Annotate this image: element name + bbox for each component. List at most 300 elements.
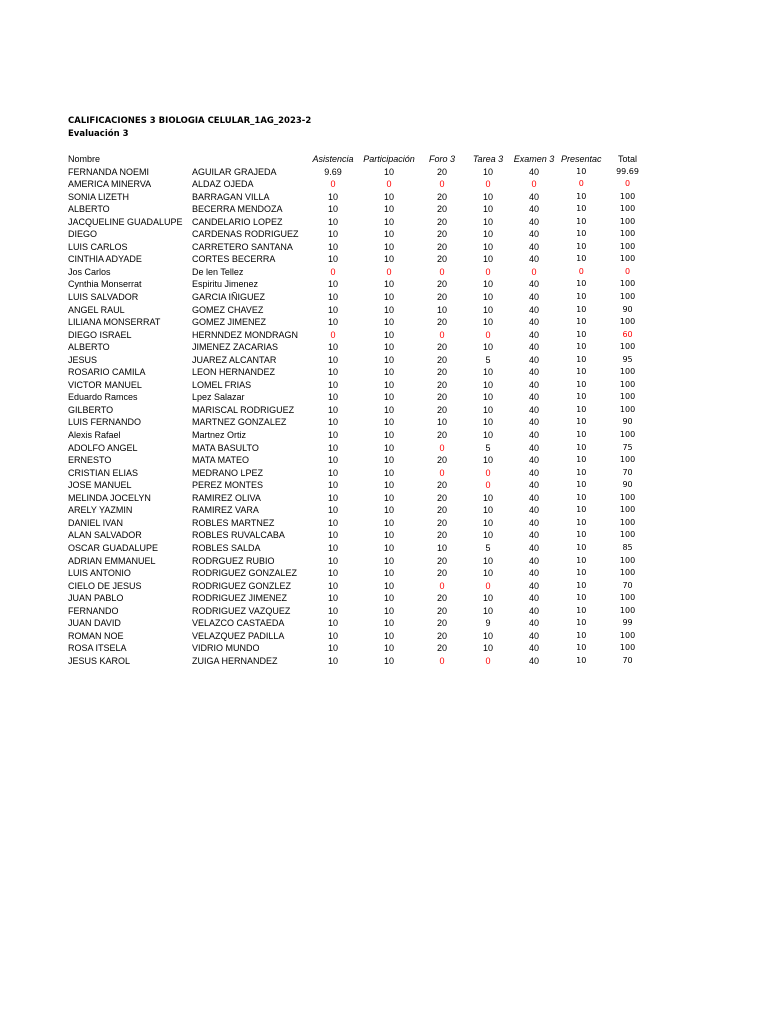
cell-tarea: 10 bbox=[482, 517, 493, 528]
cell-examen: 40 bbox=[528, 166, 539, 177]
cell-tarea: 9 bbox=[485, 618, 491, 629]
cell-last-name: MATA MATEO bbox=[192, 455, 250, 466]
cell-foro: 20 bbox=[436, 204, 447, 215]
cell-examen: 40 bbox=[528, 216, 539, 227]
cell-last-name: RAMIREZ OLIVA bbox=[192, 492, 261, 503]
cell-asistencia: 10 bbox=[327, 593, 338, 604]
cell-foro: 20 bbox=[436, 530, 447, 541]
cell-presentacion: 10 bbox=[576, 542, 587, 552]
cell-last-name: HERNNDEZ MONDRAGN bbox=[192, 329, 299, 340]
cell-examen: 40 bbox=[528, 191, 539, 202]
cell-asistencia: 10 bbox=[327, 630, 338, 641]
cell-tarea: 10 bbox=[482, 643, 493, 654]
cell-first-name: CRISTIAN ELIAS bbox=[68, 467, 139, 478]
cell-presentacion: 10 bbox=[576, 279, 587, 289]
table-row bbox=[66, 479, 652, 492]
cell-participacion: 10 bbox=[383, 241, 394, 252]
cell-tarea: 10 bbox=[482, 191, 493, 202]
cell-foro: 0 bbox=[439, 329, 445, 340]
cell-foro: 20 bbox=[436, 367, 447, 378]
table-row bbox=[66, 404, 652, 417]
cell-first-name: LUIS CARLOS bbox=[68, 241, 128, 252]
cell-examen: 40 bbox=[528, 404, 539, 415]
cell-presentacion: 10 bbox=[576, 580, 587, 590]
cell-participacion: 10 bbox=[383, 618, 394, 629]
cell-asistencia: 0 bbox=[330, 266, 336, 277]
cell-first-name: LUIS SALVADOR bbox=[68, 292, 139, 303]
cell-tarea: 10 bbox=[482, 455, 493, 466]
cell-examen: 40 bbox=[528, 317, 539, 328]
cell-participacion: 10 bbox=[383, 630, 394, 641]
cell-presentacion: 10 bbox=[576, 379, 587, 389]
cell-examen: 40 bbox=[528, 392, 539, 403]
table-row bbox=[66, 529, 652, 542]
cell-first-name: LUIS FERNANDO bbox=[68, 417, 142, 428]
cell-tarea: 10 bbox=[482, 593, 493, 604]
cell-participacion: 10 bbox=[383, 342, 394, 353]
cell-last-name: MEDRANO LPEZ bbox=[192, 467, 264, 478]
table-row bbox=[66, 580, 652, 593]
cell-last-name: BECERRA MENDOZA bbox=[192, 204, 283, 215]
cell-total: 90 bbox=[622, 417, 633, 427]
cell-foro: 10 bbox=[436, 304, 447, 315]
cell-tarea: 5 bbox=[485, 442, 491, 453]
table-row bbox=[66, 278, 652, 291]
cell-total: 0 bbox=[624, 179, 631, 189]
table-row bbox=[66, 492, 652, 505]
cell-presentacion: 0 bbox=[578, 179, 584, 189]
cell-participacion: 10 bbox=[383, 580, 394, 591]
cell-participacion: 10 bbox=[383, 417, 394, 428]
cell-asistencia: 0 bbox=[330, 329, 336, 340]
table-row bbox=[66, 379, 652, 392]
cell-presentacion: 10 bbox=[576, 467, 587, 477]
cell-foro: 20 bbox=[436, 317, 447, 328]
cell-tarea: 10 bbox=[482, 404, 493, 415]
cell-asistencia: 10 bbox=[327, 455, 338, 466]
table-row bbox=[66, 178, 652, 191]
cell-asistencia: 10 bbox=[327, 292, 338, 303]
cell-asistencia: 10 bbox=[327, 191, 338, 202]
cell-last-name: RODRGUEZ RUBIO bbox=[192, 555, 275, 566]
cell-participacion: 10 bbox=[383, 304, 394, 315]
cell-foro: 20 bbox=[436, 229, 447, 240]
header-tarea: Tarea 3 bbox=[472, 154, 504, 164]
cell-foro: 0 bbox=[439, 467, 445, 478]
cell-last-name: CORTES BECERRA bbox=[192, 254, 276, 265]
cell-first-name: ROSARIO CAMILA bbox=[68, 367, 146, 378]
cell-participacion: 10 bbox=[383, 517, 394, 528]
cell-last-name: CARRETERO SANTANA bbox=[192, 241, 293, 252]
cell-total: 70 bbox=[622, 467, 633, 477]
cell-last-name: VIDRIO MUNDO bbox=[192, 643, 260, 654]
table-row bbox=[66, 655, 652, 668]
cell-last-name: MATA BASULTO bbox=[192, 442, 259, 453]
cell-asistencia: 10 bbox=[327, 530, 338, 541]
cell-foro: 0 bbox=[439, 580, 445, 591]
cell-last-name: RODRIGUEZ JIMENEZ bbox=[192, 593, 288, 604]
cell-last-name: ZUIGA HERNANDEZ bbox=[192, 655, 278, 666]
cell-first-name: ROSA ITSELA bbox=[68, 643, 127, 654]
header-asistencia: Asistencia bbox=[312, 154, 354, 164]
table-row bbox=[66, 605, 652, 618]
cell-total: 100 bbox=[619, 191, 636, 201]
cell-presentacion: 10 bbox=[576, 442, 587, 452]
cell-tarea: 10 bbox=[482, 379, 493, 390]
cell-first-name: ARELY YAZMIN bbox=[68, 505, 133, 516]
cell-participacion: 0 bbox=[386, 266, 392, 277]
cell-asistencia: 10 bbox=[327, 392, 338, 403]
cell-participacion: 10 bbox=[383, 279, 394, 290]
cell-foro: 20 bbox=[436, 379, 447, 390]
cell-foro: 20 bbox=[436, 630, 447, 641]
cell-asistencia: 10 bbox=[327, 430, 338, 441]
cell-tarea: 10 bbox=[482, 216, 493, 227]
table-row bbox=[66, 391, 652, 404]
cell-examen: 40 bbox=[528, 354, 539, 365]
cell-total: 75 bbox=[622, 442, 633, 452]
cell-examen: 40 bbox=[528, 530, 539, 541]
cell-total: 100 bbox=[619, 392, 636, 402]
cell-asistencia: 10 bbox=[327, 342, 338, 353]
cell-total: 100 bbox=[619, 216, 636, 226]
cell-tarea: 5 bbox=[485, 354, 491, 365]
cell-last-name: MARTNEZ GONZALEZ bbox=[192, 417, 287, 428]
cell-total: 100 bbox=[619, 241, 636, 251]
cell-foro: 20 bbox=[436, 279, 447, 290]
cell-participacion: 10 bbox=[383, 655, 394, 666]
cell-last-name: RAMIREZ VARA bbox=[192, 505, 259, 516]
cell-foro: 20 bbox=[436, 618, 447, 629]
cell-participacion: 10 bbox=[383, 204, 394, 215]
cell-foro: 20 bbox=[436, 292, 447, 303]
cell-foro: 20 bbox=[436, 392, 447, 403]
cell-tarea: 10 bbox=[482, 392, 493, 403]
cell-last-name: CANDELARIO LOPEZ bbox=[192, 216, 283, 227]
cell-examen: 40 bbox=[528, 655, 539, 666]
cell-presentacion: 10 bbox=[576, 317, 587, 327]
table-row bbox=[66, 241, 652, 254]
cell-last-name: RODRIGUEZ GONZLEZ bbox=[192, 580, 292, 591]
table-row bbox=[66, 555, 652, 568]
cell-asistencia: 10 bbox=[327, 580, 338, 591]
cell-participacion: 10 bbox=[383, 530, 394, 541]
cell-participacion: 10 bbox=[383, 442, 394, 453]
cell-last-name: GARCIA IÑIGUEZ bbox=[192, 292, 266, 303]
cell-first-name: JUAN DAVID bbox=[68, 618, 121, 629]
table-row bbox=[66, 291, 652, 304]
cell-total: 100 bbox=[619, 605, 636, 615]
cell-tarea: 10 bbox=[482, 279, 493, 290]
table-row bbox=[66, 429, 652, 442]
cell-foro: 0 bbox=[439, 655, 445, 666]
cell-tarea: 10 bbox=[482, 317, 493, 328]
cell-total: 60 bbox=[622, 329, 633, 339]
header-foro: Foro 3 bbox=[428, 154, 455, 164]
cell-total: 100 bbox=[619, 643, 636, 653]
cell-examen: 40 bbox=[528, 467, 539, 478]
cell-tarea: 10 bbox=[482, 430, 493, 441]
cell-total: 99 bbox=[622, 618, 633, 628]
cell-last-name: LOMEL FRIAS bbox=[192, 379, 252, 390]
table-row bbox=[66, 216, 652, 229]
cell-foro: 20 bbox=[436, 342, 447, 353]
cell-presentacion: 10 bbox=[576, 655, 587, 665]
cell-total: 100 bbox=[619, 292, 636, 302]
cell-participacion: 10 bbox=[383, 404, 394, 415]
cell-asistencia: 10 bbox=[327, 542, 338, 553]
cell-foro: 20 bbox=[436, 605, 447, 616]
cell-last-name: MARISCAL RODRIGUEZ bbox=[192, 404, 295, 415]
cell-presentacion: 10 bbox=[576, 292, 587, 302]
cell-examen: 40 bbox=[528, 455, 539, 466]
table-row bbox=[66, 329, 652, 342]
cell-foro: 20 bbox=[436, 241, 447, 252]
cell-total: 100 bbox=[619, 555, 636, 565]
cell-total: 95 bbox=[622, 354, 633, 364]
cell-total: 100 bbox=[619, 593, 636, 603]
cell-presentacion: 10 bbox=[576, 505, 587, 515]
document-subtitle: Evaluación 3 bbox=[68, 129, 129, 139]
cell-total: 85 bbox=[622, 542, 633, 552]
cell-participacion: 10 bbox=[383, 593, 394, 604]
cell-asistencia: 0 bbox=[330, 179, 336, 190]
cell-participacion: 10 bbox=[383, 229, 394, 240]
cell-foro: 0 bbox=[439, 179, 445, 190]
cell-participacion: 10 bbox=[383, 568, 394, 579]
cell-first-name: JOSE MANUEL bbox=[68, 480, 132, 491]
cell-presentacion: 10 bbox=[576, 342, 587, 352]
cell-participacion: 10 bbox=[383, 430, 394, 441]
cell-participacion: 10 bbox=[383, 166, 394, 177]
cell-examen: 40 bbox=[528, 618, 539, 629]
cell-first-name: VICTOR MANUEL bbox=[68, 379, 142, 390]
table-row bbox=[66, 630, 652, 643]
cell-examen: 40 bbox=[528, 593, 539, 604]
cell-presentacion: 10 bbox=[576, 568, 587, 578]
cell-first-name: ALBERTO bbox=[68, 204, 110, 215]
cell-asistencia: 10 bbox=[327, 467, 338, 478]
cell-first-name: JUAN PABLO bbox=[68, 593, 124, 604]
cell-presentacion: 10 bbox=[576, 404, 587, 414]
cell-presentacion: 10 bbox=[576, 241, 587, 251]
cell-last-name: Espiritu Jimenez bbox=[192, 279, 259, 290]
cell-presentacion: 10 bbox=[576, 618, 587, 628]
cell-examen: 40 bbox=[528, 442, 539, 453]
cell-total: 100 bbox=[619, 568, 636, 578]
cell-first-name: DANIEL IVAN bbox=[68, 517, 124, 528]
table-row bbox=[66, 366, 652, 379]
cell-participacion: 10 bbox=[383, 455, 394, 466]
cell-foro: 20 bbox=[436, 216, 447, 227]
cell-foro: 20 bbox=[436, 430, 447, 441]
cell-presentacion: 10 bbox=[576, 630, 587, 640]
cell-foro: 20 bbox=[436, 191, 447, 202]
cell-foro: 20 bbox=[436, 404, 447, 415]
table-row bbox=[66, 266, 652, 279]
cell-presentacion: 10 bbox=[576, 329, 587, 339]
cell-tarea: 10 bbox=[482, 555, 493, 566]
grades-table bbox=[66, 153, 652, 667]
cell-examen: 40 bbox=[528, 241, 539, 252]
table-row bbox=[66, 304, 652, 317]
cell-first-name: ANGEL RAUL bbox=[68, 304, 125, 315]
cell-examen: 40 bbox=[528, 329, 539, 340]
cell-tarea: 0 bbox=[485, 179, 491, 190]
cell-total: 100 bbox=[619, 367, 636, 377]
header-participacion: Participación bbox=[363, 154, 415, 164]
cell-participacion: 10 bbox=[383, 292, 394, 303]
cell-participacion: 10 bbox=[383, 542, 394, 553]
cell-examen: 40 bbox=[528, 568, 539, 579]
cell-tarea: 0 bbox=[485, 655, 491, 666]
cell-asistencia: 10 bbox=[327, 279, 338, 290]
cell-participacion: 10 bbox=[383, 605, 394, 616]
cell-participacion: 10 bbox=[383, 329, 394, 340]
table-row bbox=[66, 416, 652, 429]
table-row bbox=[66, 228, 652, 241]
cell-asistencia: 10 bbox=[327, 204, 338, 215]
cell-participacion: 10 bbox=[383, 379, 394, 390]
cell-examen: 40 bbox=[528, 542, 539, 553]
cell-examen: 40 bbox=[528, 279, 539, 290]
cell-first-name: Alexis Rafael bbox=[68, 430, 121, 441]
cell-last-name: JUAREZ ALCANTAR bbox=[192, 354, 277, 365]
header-presentacion: Presentac bbox=[561, 154, 602, 164]
cell-tarea: 10 bbox=[482, 417, 493, 428]
header-row bbox=[66, 153, 652, 166]
cell-participacion: 10 bbox=[383, 492, 394, 503]
cell-asistencia: 10 bbox=[327, 442, 338, 453]
cell-total: 90 bbox=[622, 304, 633, 314]
cell-first-name: ERNESTO bbox=[68, 455, 112, 466]
cell-participacion: 10 bbox=[383, 467, 394, 478]
cell-tarea: 5 bbox=[485, 542, 491, 553]
table-row bbox=[66, 191, 652, 204]
cell-total: 100 bbox=[619, 530, 636, 540]
cell-first-name: JESUS KAROL bbox=[68, 655, 131, 666]
cell-foro: 20 bbox=[436, 455, 447, 466]
cell-tarea: 10 bbox=[482, 166, 493, 177]
cell-presentacion: 10 bbox=[576, 254, 587, 264]
cell-total: 100 bbox=[619, 229, 636, 239]
cell-tarea: 10 bbox=[482, 605, 493, 616]
cell-first-name: DIEGO ISRAEL bbox=[68, 329, 132, 340]
cell-total: 100 bbox=[619, 517, 636, 527]
cell-presentacion: 10 bbox=[576, 229, 587, 239]
cell-examen: 40 bbox=[528, 555, 539, 566]
table-row bbox=[66, 253, 652, 266]
cell-participacion: 10 bbox=[383, 317, 394, 328]
cell-asistencia: 10 bbox=[327, 517, 338, 528]
cell-examen: 40 bbox=[528, 292, 539, 303]
cell-presentacion: 10 bbox=[576, 304, 587, 314]
table-row bbox=[66, 316, 652, 329]
cell-presentacion: 10 bbox=[576, 530, 587, 540]
cell-examen: 40 bbox=[528, 492, 539, 503]
cell-foro: 20 bbox=[436, 555, 447, 566]
cell-foro: 20 bbox=[436, 568, 447, 579]
grades-body bbox=[66, 166, 652, 668]
cell-participacion: 10 bbox=[383, 505, 394, 516]
cell-presentacion: 10 bbox=[576, 354, 587, 364]
cell-first-name: ROMAN NOE bbox=[68, 630, 124, 641]
cell-asistencia: 10 bbox=[327, 317, 338, 328]
cell-examen: 40 bbox=[528, 517, 539, 528]
table-row bbox=[66, 354, 652, 367]
cell-first-name: MELINDA JOCELYN bbox=[68, 492, 151, 503]
cell-tarea: 10 bbox=[482, 304, 493, 315]
cell-last-name: VELAZQUEZ PADILLA bbox=[192, 630, 285, 641]
cell-tarea: 10 bbox=[482, 568, 493, 579]
cell-foro: 20 bbox=[436, 517, 447, 528]
cell-tarea: 10 bbox=[482, 492, 493, 503]
cell-presentacion: 10 bbox=[576, 455, 587, 465]
cell-examen: 40 bbox=[528, 605, 539, 616]
cell-total: 0 bbox=[624, 266, 631, 276]
cell-last-name: GOMEZ CHAVEZ bbox=[192, 304, 264, 315]
cell-total: 100 bbox=[619, 492, 636, 502]
table-row bbox=[66, 166, 652, 179]
cell-tarea: 0 bbox=[485, 329, 491, 340]
cell-last-name: AGUILAR GRAJEDA bbox=[192, 166, 277, 177]
cell-foro: 20 bbox=[436, 593, 447, 604]
cell-asistencia: 10 bbox=[327, 404, 338, 415]
cell-presentacion: 10 bbox=[576, 417, 587, 427]
cell-total: 70 bbox=[622, 655, 633, 665]
cell-asistencia: 10 bbox=[327, 254, 338, 265]
cell-first-name: AMERICA MINERVA bbox=[68, 179, 152, 190]
cell-tarea: 0 bbox=[485, 467, 491, 478]
cell-last-name: Lpez Salazar bbox=[192, 392, 245, 403]
header-total: Total bbox=[618, 154, 638, 164]
document-title: CALIFICACIONES 3 BIOLOGIA CELULAR_1AG_2023-2 bbox=[68, 116, 312, 126]
cell-foro: 20 bbox=[436, 505, 447, 516]
cell-participacion: 10 bbox=[383, 354, 394, 365]
header-nombre: Nombre bbox=[68, 154, 101, 164]
cell-tarea: 0 bbox=[485, 266, 491, 277]
cell-presentacion: 10 bbox=[576, 480, 587, 490]
table-row bbox=[66, 542, 652, 555]
cell-examen: 40 bbox=[528, 430, 539, 441]
cell-last-name: VELAZCO CASTAEDA bbox=[192, 618, 285, 629]
cell-last-name: BARRAGAN VILLA bbox=[192, 191, 270, 202]
cell-foro: 0 bbox=[439, 442, 445, 453]
cell-participacion: 10 bbox=[383, 191, 394, 202]
cell-last-name: ROBLES MARTNEZ bbox=[192, 517, 275, 528]
cell-examen: 40 bbox=[528, 229, 539, 240]
cell-examen: 40 bbox=[528, 417, 539, 428]
cell-total: 70 bbox=[622, 580, 633, 590]
cell-participacion: 10 bbox=[383, 643, 394, 654]
cell-participacion: 10 bbox=[383, 216, 394, 227]
cell-total: 100 bbox=[619, 404, 636, 414]
cell-first-name: ALAN SALVADOR bbox=[68, 530, 142, 541]
cell-asistencia: 10 bbox=[327, 216, 338, 227]
cell-examen: 40 bbox=[528, 630, 539, 641]
cell-presentacion: 10 bbox=[576, 392, 587, 402]
cell-tarea: 10 bbox=[482, 254, 493, 265]
cell-tarea: 0 bbox=[485, 480, 491, 491]
cell-asistencia: 10 bbox=[327, 304, 338, 315]
table-row bbox=[66, 592, 652, 605]
cell-examen: 40 bbox=[528, 342, 539, 353]
cell-examen: 40 bbox=[528, 304, 539, 315]
table-row bbox=[66, 567, 652, 580]
cell-presentacion: 10 bbox=[576, 555, 587, 565]
cell-first-name: OSCAR GUADALUPE bbox=[68, 542, 159, 553]
cell-foro: 10 bbox=[436, 542, 447, 553]
